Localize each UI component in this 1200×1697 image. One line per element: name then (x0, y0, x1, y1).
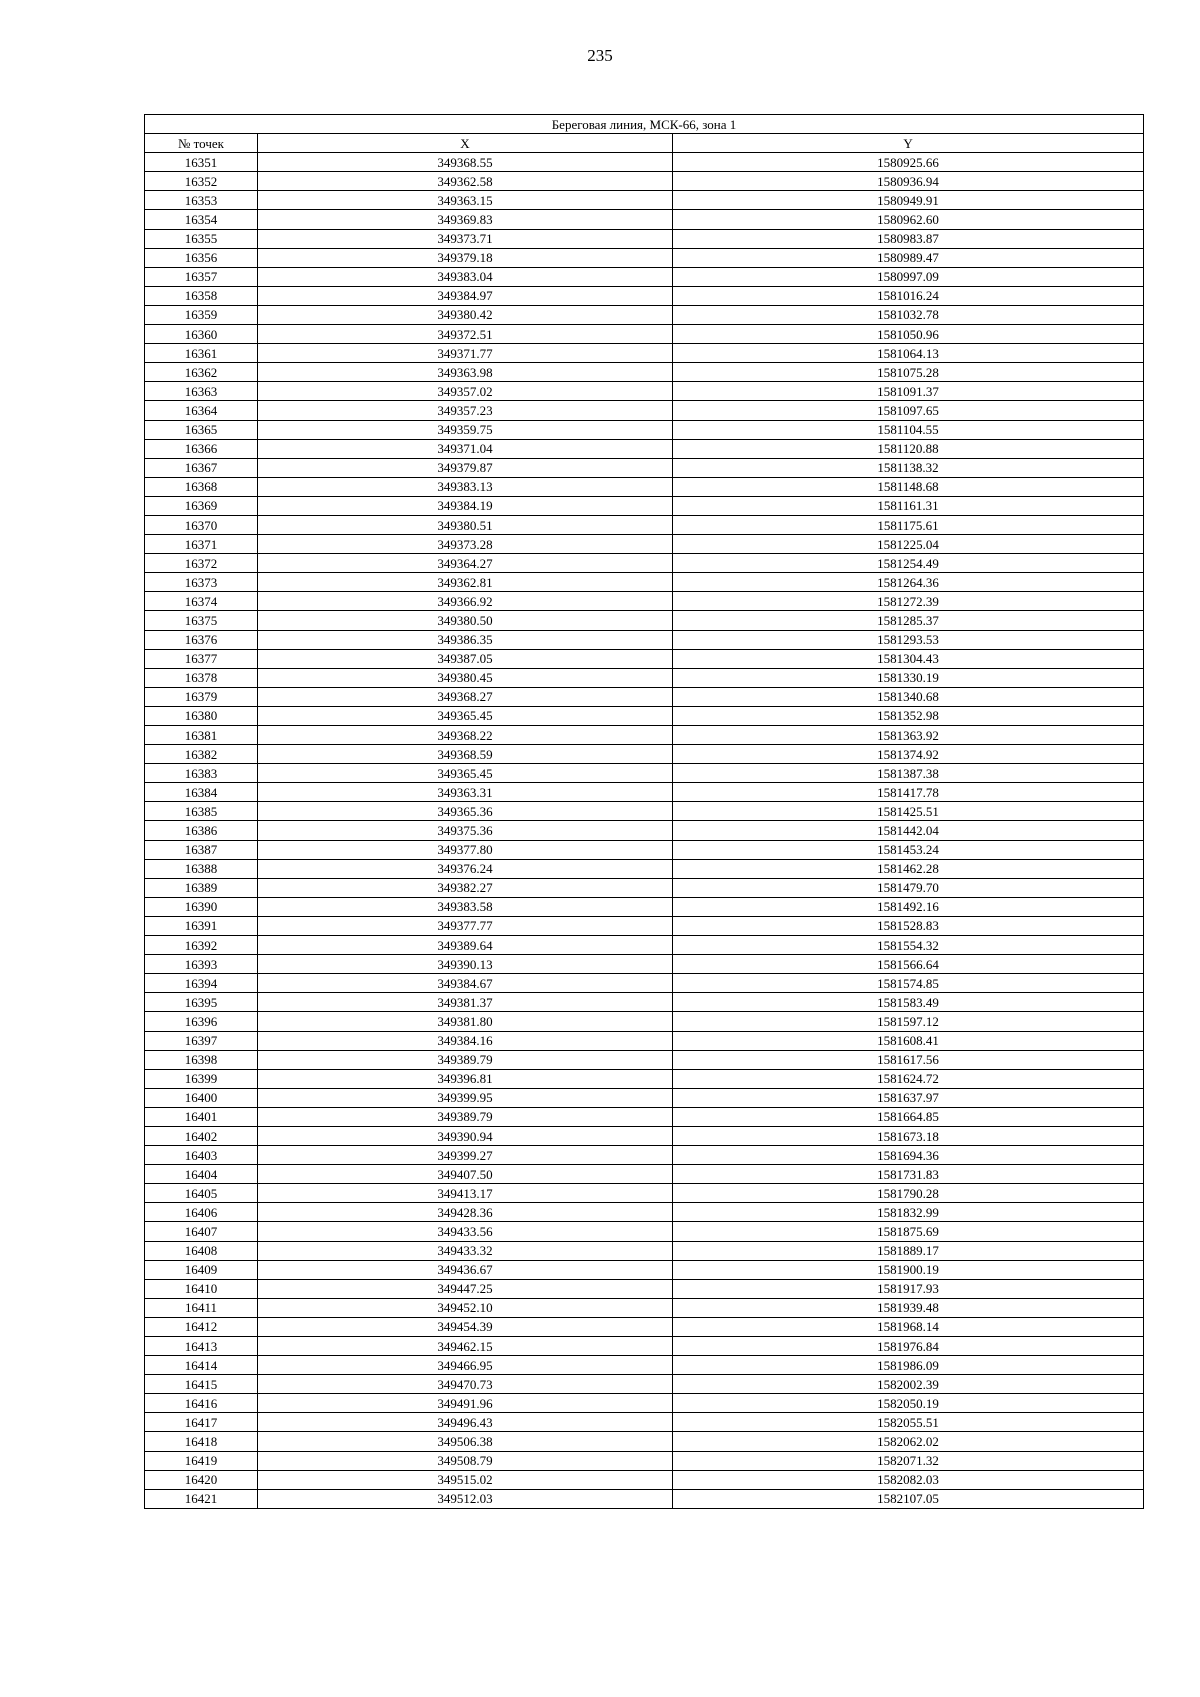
cell-y: 1582107.05 (673, 1489, 1144, 1508)
cell-point-number: 16405 (145, 1184, 258, 1203)
table-row (145, 1279, 1144, 1298)
cell-x: 349407.50 (258, 1165, 673, 1184)
cell-x: 349462.15 (258, 1337, 673, 1356)
cell-y: 1581832.99 (673, 1203, 1144, 1222)
cell-x: 349383.04 (258, 267, 673, 286)
table-row (145, 592, 1144, 611)
table-row (145, 382, 1144, 401)
cell-x: 349454.39 (258, 1317, 673, 1336)
cell-x: 349376.24 (258, 859, 673, 878)
cell-point-number: 16380 (145, 706, 258, 725)
cell-point-number: 16408 (145, 1241, 258, 1260)
cell-point-number: 16414 (145, 1356, 258, 1375)
cell-y: 1581442.04 (673, 821, 1144, 840)
cell-x: 349363.15 (258, 191, 673, 210)
table-row (145, 191, 1144, 210)
table-row (145, 248, 1144, 267)
page-number: 235 (587, 46, 613, 65)
cell-x: 349373.71 (258, 229, 673, 248)
table-row (145, 974, 1144, 993)
cell-x: 349379.18 (258, 248, 673, 267)
cell-x: 349386.35 (258, 630, 673, 649)
cell-x: 349491.96 (258, 1394, 673, 1413)
table-row (145, 630, 1144, 649)
cell-x: 349380.51 (258, 515, 673, 534)
cell-x: 349359.75 (258, 420, 673, 439)
cell-x: 349375.36 (258, 821, 673, 840)
cell-point-number: 16361 (145, 344, 258, 363)
cell-y: 1580936.94 (673, 172, 1144, 191)
table-row (145, 840, 1144, 859)
table-row (145, 1050, 1144, 1069)
cell-point-number: 16381 (145, 726, 258, 745)
table-row (145, 706, 1144, 725)
cell-point-number: 16369 (145, 496, 258, 515)
cell-point-number: 16407 (145, 1222, 258, 1241)
cell-y: 1581968.14 (673, 1317, 1144, 1336)
cell-y: 1581254.49 (673, 554, 1144, 573)
cell-x: 349368.55 (258, 153, 673, 172)
table-row (145, 210, 1144, 229)
cell-point-number: 16377 (145, 649, 258, 668)
cell-x: 349365.45 (258, 706, 673, 725)
cell-x: 349452.10 (258, 1298, 673, 1317)
table-header-row (145, 134, 1144, 153)
cell-point-number: 16356 (145, 248, 258, 267)
cell-y: 1581417.78 (673, 783, 1144, 802)
table-row (145, 535, 1144, 554)
cell-x: 349357.02 (258, 382, 673, 401)
cell-point-number: 16353 (145, 191, 258, 210)
cell-y: 1581528.83 (673, 916, 1144, 935)
cell-x: 349379.87 (258, 458, 673, 477)
cell-y: 1581050.96 (673, 325, 1144, 344)
table-row (145, 649, 1144, 668)
cell-y: 1581363.92 (673, 726, 1144, 745)
cell-x: 349384.16 (258, 1031, 673, 1050)
cell-point-number: 16396 (145, 1012, 258, 1031)
cell-point-number: 16384 (145, 783, 258, 802)
cell-y: 1582055.51 (673, 1413, 1144, 1432)
table-row (145, 1413, 1144, 1432)
cell-point-number: 16367 (145, 458, 258, 477)
cell-y: 1581148.68 (673, 477, 1144, 496)
table-row (145, 1012, 1144, 1031)
cell-y: 1582062.02 (673, 1432, 1144, 1451)
coordinates-table (144, 114, 1144, 1509)
cell-y: 1581986.09 (673, 1356, 1144, 1375)
table-row (145, 936, 1144, 955)
cell-y: 1581120.88 (673, 439, 1144, 458)
cell-x: 349470.73 (258, 1375, 673, 1394)
cell-point-number: 16354 (145, 210, 258, 229)
cell-x: 349380.42 (258, 305, 673, 324)
cell-point-number: 16411 (145, 1298, 258, 1317)
cell-y: 1581617.56 (673, 1050, 1144, 1069)
cell-x: 349368.27 (258, 687, 673, 706)
cell-x: 349363.98 (258, 363, 673, 382)
table-row (145, 878, 1144, 897)
cell-y: 1580997.09 (673, 267, 1144, 286)
cell-point-number: 16388 (145, 859, 258, 878)
cell-x: 349433.56 (258, 1222, 673, 1241)
table-row (145, 726, 1144, 745)
cell-x: 349384.19 (258, 496, 673, 515)
table-row (145, 496, 1144, 515)
cell-x: 349413.17 (258, 1184, 673, 1203)
cell-point-number: 16402 (145, 1126, 258, 1145)
cell-point-number: 16392 (145, 936, 258, 955)
cell-y: 1582050.19 (673, 1394, 1144, 1413)
cell-x: 349380.50 (258, 611, 673, 630)
table-row (145, 344, 1144, 363)
table-row (145, 916, 1144, 935)
cell-y: 1581453.24 (673, 840, 1144, 859)
table-row (145, 1489, 1144, 1508)
cell-x: 349381.80 (258, 1012, 673, 1031)
cell-y: 1580962.60 (673, 210, 1144, 229)
cell-point-number: 16393 (145, 955, 258, 974)
table-row (145, 1165, 1144, 1184)
cell-x: 349365.36 (258, 802, 673, 821)
cell-y: 1581064.13 (673, 344, 1144, 363)
cell-x: 349384.67 (258, 974, 673, 993)
table-row (145, 1031, 1144, 1050)
cell-point-number: 16397 (145, 1031, 258, 1050)
cell-point-number: 16373 (145, 573, 258, 592)
table-row (145, 783, 1144, 802)
cell-x: 349383.13 (258, 477, 673, 496)
cell-y: 1581462.28 (673, 859, 1144, 878)
table-row (145, 687, 1144, 706)
cell-y: 1581425.51 (673, 802, 1144, 821)
cell-point-number: 16391 (145, 916, 258, 935)
table-row (145, 1375, 1144, 1394)
cell-x: 349389.64 (258, 936, 673, 955)
cell-y: 1580983.87 (673, 229, 1144, 248)
table-row (145, 859, 1144, 878)
cell-x: 349433.32 (258, 1241, 673, 1260)
cell-x: 349399.95 (258, 1088, 673, 1107)
table-row (145, 1069, 1144, 1088)
cell-x: 349377.77 (258, 916, 673, 935)
cell-x: 349377.80 (258, 840, 673, 859)
cell-y: 1581673.18 (673, 1126, 1144, 1145)
cell-x: 349364.27 (258, 554, 673, 573)
cell-y: 1581939.48 (673, 1298, 1144, 1317)
cell-y: 1581330.19 (673, 668, 1144, 687)
cell-y: 1581790.28 (673, 1184, 1144, 1203)
cell-y: 1580925.66 (673, 153, 1144, 172)
table-body (145, 153, 1144, 1509)
cell-x: 349508.79 (258, 1451, 673, 1470)
cell-point-number: 16372 (145, 554, 258, 573)
cell-x: 349382.27 (258, 878, 673, 897)
cell-y: 1581694.36 (673, 1146, 1144, 1165)
cell-point-number: 16394 (145, 974, 258, 993)
cell-point-number: 16357 (145, 267, 258, 286)
cell-y: 1580989.47 (673, 248, 1144, 267)
cell-x: 349372.51 (258, 325, 673, 344)
table-row (145, 229, 1144, 248)
table-row (145, 1451, 1144, 1470)
cell-y: 1581161.31 (673, 496, 1144, 515)
cell-y: 1581900.19 (673, 1260, 1144, 1279)
table-row (145, 286, 1144, 305)
cell-point-number: 16416 (145, 1394, 258, 1413)
cell-x: 349389.79 (258, 1107, 673, 1126)
cell-y: 1581016.24 (673, 286, 1144, 305)
table-title: Береговая линия, МСК-66, зона 1 (145, 115, 1144, 134)
table-row (145, 153, 1144, 172)
table-row (145, 1222, 1144, 1241)
cell-point-number: 16355 (145, 229, 258, 248)
table-row (145, 668, 1144, 687)
cell-x: 349369.83 (258, 210, 673, 229)
cell-point-number: 16368 (145, 477, 258, 496)
table-row (145, 821, 1144, 840)
cell-y: 1581352.98 (673, 706, 1144, 725)
cell-x: 349515.02 (258, 1470, 673, 1489)
cell-x: 349466.95 (258, 1356, 673, 1375)
table-row (145, 267, 1144, 286)
cell-y: 1581889.17 (673, 1241, 1144, 1260)
header-point-number: № точек (145, 134, 258, 153)
cell-x: 349383.58 (258, 897, 673, 916)
cell-y: 1581264.36 (673, 573, 1144, 592)
cell-point-number: 16359 (145, 305, 258, 324)
header-y: Y (673, 134, 1144, 153)
cell-y: 1581875.69 (673, 1222, 1144, 1241)
cell-point-number: 16386 (145, 821, 258, 840)
table-row (145, 611, 1144, 630)
cell-point-number: 16351 (145, 153, 258, 172)
table-row (145, 802, 1144, 821)
cell-y: 1582002.39 (673, 1375, 1144, 1394)
cell-point-number: 16390 (145, 897, 258, 916)
cell-x: 349357.23 (258, 401, 673, 420)
cell-point-number: 16364 (145, 401, 258, 420)
cell-y: 1581304.43 (673, 649, 1144, 668)
cell-y: 1581664.85 (673, 1107, 1144, 1126)
cell-point-number: 16383 (145, 764, 258, 783)
cell-x: 349399.27 (258, 1146, 673, 1165)
table-row (145, 1260, 1144, 1279)
cell-y: 1581032.78 (673, 305, 1144, 324)
cell-x: 349384.97 (258, 286, 673, 305)
cell-x: 349371.04 (258, 439, 673, 458)
cell-y: 1581075.28 (673, 363, 1144, 382)
cell-point-number: 16401 (145, 1107, 258, 1126)
cell-point-number: 16382 (145, 745, 258, 764)
cell-y: 1581566.64 (673, 955, 1144, 974)
table-row (145, 458, 1144, 477)
cell-point-number: 16409 (145, 1260, 258, 1279)
cell-y: 1581340.68 (673, 687, 1144, 706)
cell-x: 349506.38 (258, 1432, 673, 1451)
cell-point-number: 16403 (145, 1146, 258, 1165)
cell-x: 349436.67 (258, 1260, 673, 1279)
cell-point-number: 16398 (145, 1050, 258, 1069)
cell-x: 349390.94 (258, 1126, 673, 1145)
cell-x: 349381.37 (258, 993, 673, 1012)
cell-y: 1581731.83 (673, 1165, 1144, 1184)
table-row (145, 172, 1144, 191)
cell-point-number: 16378 (145, 668, 258, 687)
cell-y: 1581104.55 (673, 420, 1144, 439)
table-row (145, 745, 1144, 764)
cell-point-number: 16360 (145, 325, 258, 344)
cell-y: 1581285.37 (673, 611, 1144, 630)
cell-x: 349368.22 (258, 726, 673, 745)
cell-y: 1581387.38 (673, 764, 1144, 783)
cell-point-number: 16410 (145, 1279, 258, 1298)
cell-x: 349389.79 (258, 1050, 673, 1069)
table-row (145, 1356, 1144, 1375)
cell-y: 1581608.41 (673, 1031, 1144, 1050)
cell-point-number: 16374 (145, 592, 258, 611)
table-row (145, 993, 1144, 1012)
cell-x: 349380.45 (258, 668, 673, 687)
cell-y: 1582082.03 (673, 1470, 1144, 1489)
cell-point-number: 16406 (145, 1203, 258, 1222)
cell-x: 349368.59 (258, 745, 673, 764)
cell-point-number: 16358 (145, 286, 258, 305)
table-row (145, 764, 1144, 783)
cell-x: 349396.81 (258, 1069, 673, 1088)
table-row (145, 515, 1144, 534)
cell-x: 349428.36 (258, 1203, 673, 1222)
cell-point-number: 16418 (145, 1432, 258, 1451)
cell-y: 1582071.32 (673, 1451, 1144, 1470)
cell-point-number: 16375 (145, 611, 258, 630)
cell-point-number: 16400 (145, 1088, 258, 1107)
cell-y: 1581917.93 (673, 1279, 1144, 1298)
cell-y: 1581374.92 (673, 745, 1144, 764)
cell-x: 349362.58 (258, 172, 673, 191)
cell-point-number: 16395 (145, 993, 258, 1012)
table-row (145, 363, 1144, 382)
table-row (145, 897, 1144, 916)
table-row (145, 325, 1144, 344)
table-row (145, 955, 1144, 974)
cell-point-number: 16376 (145, 630, 258, 649)
cell-y: 1581492.16 (673, 897, 1144, 916)
cell-point-number: 16419 (145, 1451, 258, 1470)
cell-point-number: 16385 (145, 802, 258, 821)
cell-y: 1581225.04 (673, 535, 1144, 554)
table-row (145, 401, 1144, 420)
cell-x: 349362.81 (258, 573, 673, 592)
cell-x: 349390.13 (258, 955, 673, 974)
table-row (145, 1146, 1144, 1165)
cell-point-number: 16404 (145, 1165, 258, 1184)
cell-point-number: 16415 (145, 1375, 258, 1394)
cell-x: 349366.92 (258, 592, 673, 611)
cell-point-number: 16420 (145, 1470, 258, 1489)
table-row (145, 439, 1144, 458)
cell-point-number: 16421 (145, 1489, 258, 1508)
cell-y: 1581554.32 (673, 936, 1144, 955)
cell-y: 1581175.61 (673, 515, 1144, 534)
table-row (145, 1317, 1144, 1336)
table-row (145, 1298, 1144, 1317)
cell-point-number: 16387 (145, 840, 258, 859)
table-row (145, 420, 1144, 439)
cell-x: 349387.05 (258, 649, 673, 668)
cell-y: 1580949.91 (673, 191, 1144, 210)
cell-x: 349496.43 (258, 1413, 673, 1432)
cell-y: 1581637.97 (673, 1088, 1144, 1107)
table-row (145, 1088, 1144, 1107)
cell-y: 1581272.39 (673, 592, 1144, 611)
cell-x: 349363.31 (258, 783, 673, 802)
cell-point-number: 16399 (145, 1069, 258, 1088)
cell-y: 1581097.65 (673, 401, 1144, 420)
table-row (145, 1432, 1144, 1451)
cell-y: 1581138.32 (673, 458, 1144, 477)
table-row (145, 1126, 1144, 1145)
cell-point-number: 16412 (145, 1317, 258, 1336)
table-row (145, 1470, 1144, 1489)
cell-point-number: 16352 (145, 172, 258, 191)
cell-point-number: 16363 (145, 382, 258, 401)
cell-y: 1581293.53 (673, 630, 1144, 649)
cell-y: 1581976.84 (673, 1337, 1144, 1356)
cell-point-number: 16362 (145, 363, 258, 382)
cell-y: 1581583.49 (673, 993, 1144, 1012)
table-row (145, 1107, 1144, 1126)
cell-point-number: 16370 (145, 515, 258, 534)
table-row (145, 1203, 1144, 1222)
cell-y: 1581574.85 (673, 974, 1144, 993)
cell-x: 349447.25 (258, 1279, 673, 1298)
cell-point-number: 16413 (145, 1337, 258, 1356)
table-row (145, 1337, 1144, 1356)
table-row (145, 1184, 1144, 1203)
cell-x: 349371.77 (258, 344, 673, 363)
cell-point-number: 16371 (145, 535, 258, 554)
cell-point-number: 16365 (145, 420, 258, 439)
cell-point-number: 16389 (145, 878, 258, 897)
table-row (145, 477, 1144, 496)
table-row (145, 1394, 1144, 1413)
cell-y: 1581091.37 (673, 382, 1144, 401)
header-x: X (258, 134, 673, 153)
cell-x: 349373.28 (258, 535, 673, 554)
table-row (145, 554, 1144, 573)
table-row (145, 573, 1144, 592)
table-row (145, 1241, 1144, 1260)
cell-point-number: 16417 (145, 1413, 258, 1432)
table-title-row (145, 115, 1144, 134)
cell-point-number: 16366 (145, 439, 258, 458)
cell-x: 349365.45 (258, 764, 673, 783)
cell-y: 1581597.12 (673, 1012, 1144, 1031)
cell-y: 1581479.70 (673, 878, 1144, 897)
cell-point-number: 16379 (145, 687, 258, 706)
cell-x: 349512.03 (258, 1489, 673, 1508)
cell-y: 1581624.72 (673, 1069, 1144, 1088)
table-row (145, 305, 1144, 324)
